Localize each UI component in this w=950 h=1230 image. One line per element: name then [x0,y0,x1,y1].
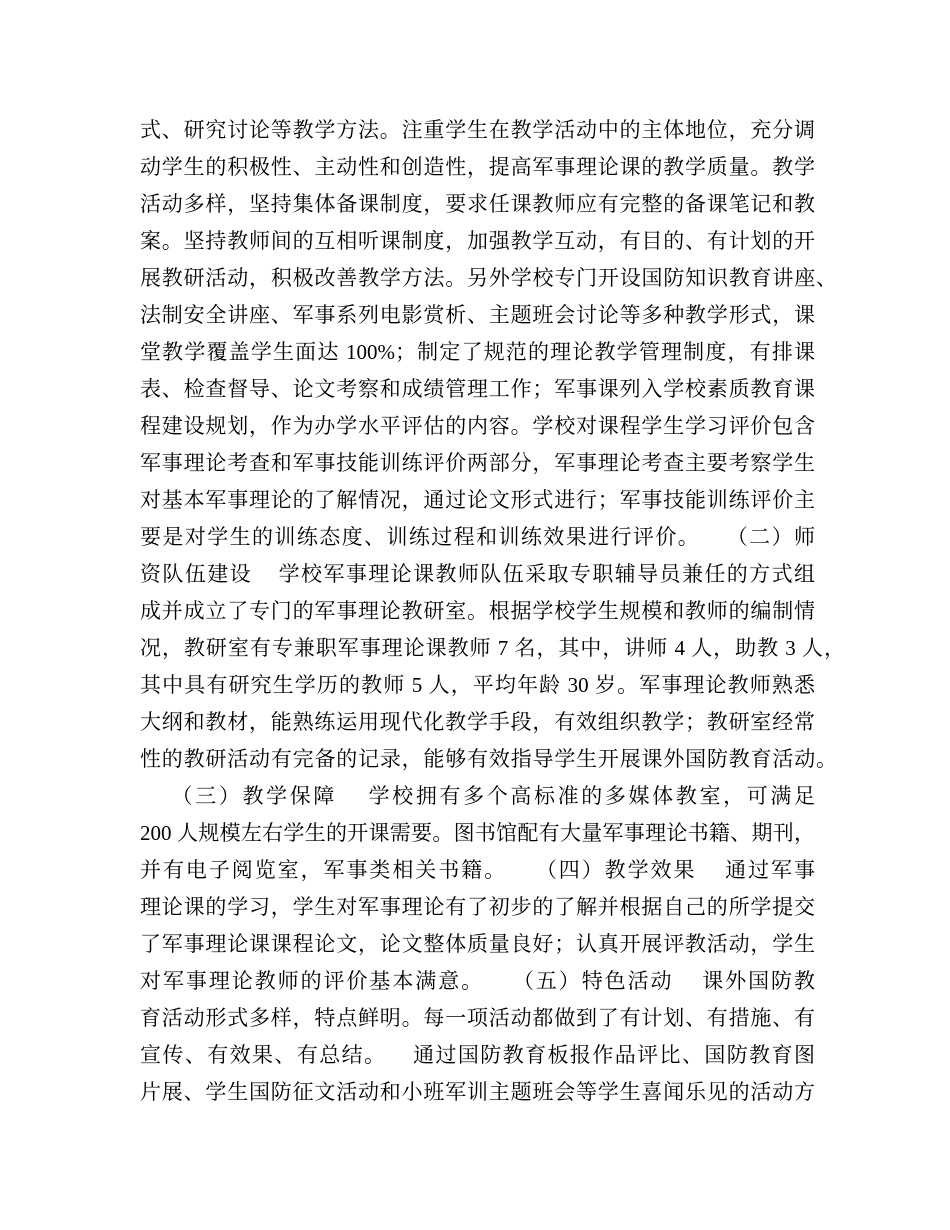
text-line: 并有电子阅览室，军事类相关书籍。 （四）教学效果 通过军事 [140,858,815,882]
text-line: 法制安全讲座、军事系列电影赏析、主题班会讨论等多种教学形式，课 [140,303,815,327]
text-line: 了军事理论课课程论文，论文整体质量良好；认真开展评教活动，学生 [140,932,815,956]
text-line: 其中具有研究生学历的教师 5 人，平均年龄 30 岁。军事理论教师熟悉 [140,673,815,697]
text-line: 要是对学生的训练态度、训练过程和训练效果进行评价。 （二）师 [140,525,815,549]
body-text [140,112,845,1111]
text-line: 资队伍建设 学校军事理论课教师队伍采取专职辅导员兼任的方式组 [140,562,815,586]
text-line: 大纲和教材，能熟练运用现代化教学手段，有效组织教学；教研室经常 [140,710,815,734]
text-line: 性的教研活动有完备的记录，能够有效指导学生开展课外国防教育活动。 [140,747,837,771]
text-line: 对基本军事理论的了解情况，通过论文形式进行；军事技能训练评价主 [140,488,815,512]
text-line: 程建设规划，作为办学水平评估的内容。学校对课程学生学习评价包含 [140,414,815,438]
text-line: （三）教学保障 学校拥有多个高标准的多媒体教室，可满足 [140,784,815,808]
text-line: 理论课的学习，学生对军事理论有了初步的了解并根据自己的所学提交 [140,895,815,919]
text-line: 况，教研室有专兼职军事理论课教师 7 名，其中，讲师 4 人，助教 3 人， [140,636,845,660]
text-line: 成并成立了专门的军事理论教研室。根据学校学生规模和教师的编制情 [140,599,815,623]
text-line: 活动多样，坚持集体备课制度，要求任课教师应有完整的备课笔记和教 [140,192,815,216]
text-line: 堂教学覆盖学生面达 100%；制定了规范的理论教学管理制度，有排课 [140,340,815,364]
text-line: 育活动形式多样，特点鲜明。每一项活动都做到了有计划、有措施、有 [140,1006,815,1030]
text-line: 宣传、有效果、有总结。 通过国防教育板报作品评比、国防教育图 [140,1043,815,1067]
text-line: 军事理论考查和军事技能训练评价两部分，军事理论考查主要考察学生 [140,451,815,475]
text-line: 案。坚持教师间的互相听课制度，加强教学互动，有目的、有计划的开 [140,229,815,253]
text-line: 200 人规模左右学生的开课需要。图书馆配有大量军事理论书籍、期刊， [140,821,815,845]
text-line: 表、检查督导、论文考察和成绩管理工作；军事课列入学校素质教育课 [140,377,815,401]
text-line: 对军事理论教师的评价基本满意。 （五）特色活动 课外国防教 [140,969,815,993]
text-line: 展教研活动，积极改善教学方法。另外学校专门开设国防知识教育讲座、 [140,266,837,290]
text-line: 片展、学生国防征文活动和小班军训主题班会等学生喜闻乐见的活动方 [140,1080,815,1104]
text-line: 动学生的积极性、主动性和创造性，提高军事理论课的教学质量。教学 [140,155,815,179]
text-line: 式、研究讨论等教学方法。注重学生在教学活动中的主体地位，充分调 [140,118,815,142]
